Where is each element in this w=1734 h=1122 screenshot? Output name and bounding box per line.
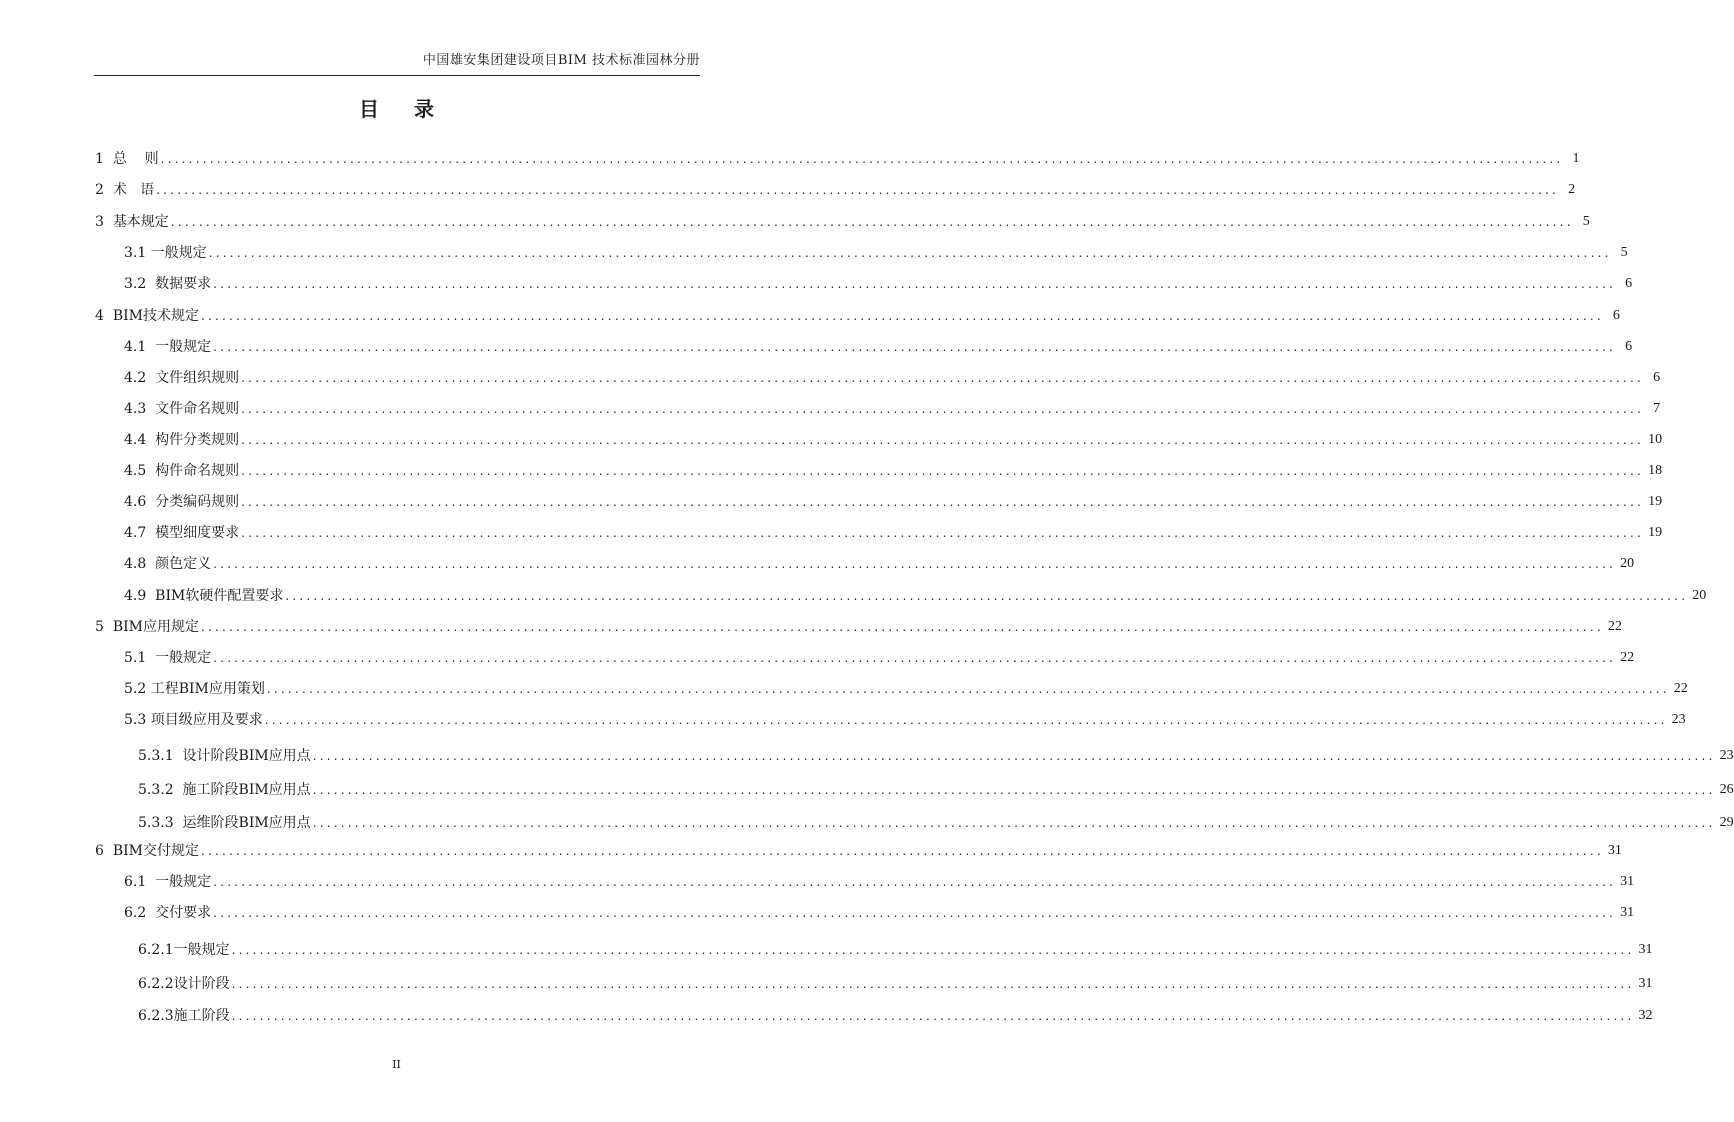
toc-entry-title: 模型细度要求 bbox=[155, 525, 240, 541]
toc-entry-page: 22 bbox=[1620, 650, 1635, 665]
toc-entry-page: 5 bbox=[1620, 245, 1628, 260]
toc-leader-dots: ........................................................................................................................................................................................................ bbox=[231, 977, 1635, 991]
toc-leader-dots: ........................................................................................................................................................................................................ bbox=[170, 215, 1574, 229]
toc-leader-dots: ........................................................................................................................................................................................................ bbox=[213, 651, 1617, 665]
toc-entry-page: 5 bbox=[1582, 214, 1590, 229]
toc-entry-number: 5.3 bbox=[124, 712, 151, 728]
toc-entry-page: 10 bbox=[1648, 432, 1663, 447]
toc-entry-title: 一般规定 bbox=[155, 650, 212, 666]
toc-entry-page: 31 bbox=[1620, 905, 1635, 920]
toc-leader-dots: ........................................................................................................................................................................................................ bbox=[208, 246, 1612, 260]
toc-entry-number: 4.9 bbox=[124, 588, 156, 604]
toc-entry-number: 6.2.3 bbox=[138, 1008, 174, 1024]
toc-entry-title: 项目级应用及要求 bbox=[150, 712, 263, 728]
toc-entry-title: 构件分类规则 bbox=[155, 432, 240, 448]
toc-entry-number: 4.3 bbox=[124, 401, 156, 417]
toc-entry-title: 施工阶段 bbox=[173, 1008, 230, 1024]
toc-leader-dots: ........................................................................................................................................................................................................ bbox=[200, 844, 1604, 858]
toc-entry-page: 6 bbox=[1625, 339, 1633, 354]
toc-leader-dots: ........................................................................................................................................................................................................ bbox=[213, 875, 1617, 889]
toc-entry-1[interactable] bbox=[95, 149, 1580, 169]
running-header: 中国雄安集团建设项目BIM 技术标准园林分册 bbox=[422, 53, 700, 68]
toc-leader-dots: ........................................................................................................................................................................................................ bbox=[231, 943, 1635, 957]
toc-entry-4-9[interactable] bbox=[124, 586, 1707, 606]
toc-entry-number: 4.1 bbox=[124, 339, 156, 355]
toc-entry-page: 18 bbox=[1648, 463, 1663, 478]
toc-entry-title: 数据要求 bbox=[155, 276, 212, 292]
toc-entry-number: 1 bbox=[95, 151, 113, 167]
toc-entry-4-2[interactable] bbox=[124, 368, 1661, 388]
toc-entry-number: 2 bbox=[95, 182, 113, 198]
toc-entry-5-3-3[interactable] bbox=[138, 813, 1734, 833]
toc-entry-5-1[interactable] bbox=[124, 648, 1635, 668]
toc-entry-6-2[interactable] bbox=[124, 903, 1635, 923]
toc-entry-page: 7 bbox=[1653, 401, 1661, 416]
toc-entry-page: 6 bbox=[1612, 308, 1620, 323]
toc-entry-title: 颜色定义 bbox=[155, 556, 212, 572]
toc-entry-number: 6.2.1 bbox=[138, 942, 174, 958]
toc-entry-title: 文件组织规则 bbox=[155, 370, 240, 386]
toc-entry-page: 23 bbox=[1671, 712, 1686, 727]
toc-entry-number: 4.7 bbox=[124, 525, 156, 541]
toc-entry-number: 3 bbox=[95, 214, 113, 230]
toc-leader-dots: ........................................................................................................................................................................................................ bbox=[200, 309, 1604, 323]
toc-leader-dots: ........................................................................................................................................................................................................ bbox=[156, 183, 1560, 197]
toc-entry-number: 4.4 bbox=[124, 432, 156, 448]
toc-entry-page: 20 bbox=[1620, 556, 1635, 571]
toc-entry-4-5[interactable] bbox=[124, 461, 1663, 481]
toc-entry-title: 构件命名规则 bbox=[155, 463, 240, 479]
toc-entry-3-1[interactable] bbox=[124, 243, 1628, 263]
toc-entry-4-4[interactable] bbox=[124, 430, 1663, 450]
toc-entry-title: 运维阶段BIM应用点 bbox=[182, 815, 311, 831]
toc-leader-dots: ........................................................................................................................................................................................................ bbox=[231, 1009, 1635, 1023]
toc-entry-page: 32 bbox=[1638, 1008, 1653, 1023]
toc-entry-title: 总 则 bbox=[112, 151, 159, 167]
toc-entry-page: 31 bbox=[1638, 942, 1653, 957]
page-number: II bbox=[392, 1058, 401, 1071]
toc-entry-title: 一般规定 bbox=[155, 339, 212, 355]
toc-entry-title: 设计阶段 bbox=[173, 976, 230, 992]
toc-entry-6-1[interactable] bbox=[124, 872, 1635, 892]
toc-entry-title: 一般规定 bbox=[150, 245, 207, 261]
toc-entry-5-3-2[interactable] bbox=[138, 780, 1734, 800]
toc-entry-title: 工程BIM应用策划 bbox=[150, 681, 265, 697]
toc-entry-number: 3.1 bbox=[124, 245, 151, 261]
toc-entry-page: 20 bbox=[1692, 588, 1707, 603]
toc-entry-5-3[interactable] bbox=[124, 710, 1686, 730]
toc-entry-title: 术 语 bbox=[112, 182, 155, 198]
toc-entry-page: 31 bbox=[1607, 843, 1622, 858]
toc-entry-page: 19 bbox=[1648, 525, 1663, 540]
toc-entry-number: 6.1 bbox=[124, 874, 156, 890]
toc-entry-6-2-2[interactable] bbox=[138, 974, 1653, 994]
toc-entry-title: 设计阶段BIM应用点 bbox=[182, 748, 311, 764]
toc-entry-page: 26 bbox=[1719, 782, 1734, 797]
toc-entry-4-6[interactable] bbox=[124, 492, 1663, 512]
toc-leader-dots: ........................................................................................................................................................................................................ bbox=[264, 713, 1668, 727]
toc-entry-page: 6 bbox=[1625, 276, 1633, 291]
toc-entry-page: 19 bbox=[1648, 494, 1663, 509]
toc-entry-title: BIM软硬件配置要求 bbox=[155, 588, 284, 604]
toc-entry-page: 6 bbox=[1653, 370, 1661, 385]
toc-entry-number: 6.2 bbox=[124, 905, 156, 921]
toc-entry-5-3-1[interactable] bbox=[138, 746, 1734, 766]
toc-entry-number: 3.2 bbox=[124, 276, 156, 292]
toc-entry-number: 6 bbox=[95, 843, 113, 859]
toc-entry-title: 文件命名规则 bbox=[155, 401, 240, 417]
toc-leader-dots: ........................................................................................................................................................................................................ bbox=[312, 749, 1716, 763]
toc-entry-number: 5.3.2 bbox=[138, 782, 183, 798]
toc-entry-title: 一般规定 bbox=[155, 874, 212, 890]
toc-entry-number: 5.3.1 bbox=[138, 748, 183, 764]
toc-entry-5-2[interactable] bbox=[124, 679, 1688, 699]
toc-leader-dots: ........................................................................................................................................................................................................ bbox=[241, 433, 1645, 447]
toc-entry-title: BIM技术规定 bbox=[112, 308, 199, 324]
toc-entry-2[interactable] bbox=[95, 180, 1576, 200]
toc-entry-title: 施工阶段BIM应用点 bbox=[182, 782, 311, 798]
toc-entry-page: 31 bbox=[1620, 874, 1635, 889]
toc-leader-dots: ........................................................................................................................................................................................................ bbox=[312, 783, 1716, 797]
toc-entry-page: 22 bbox=[1607, 619, 1622, 634]
toc-entry-page: 2 bbox=[1568, 182, 1576, 197]
toc-entry-4-3[interactable] bbox=[124, 399, 1661, 419]
toc-entry-3-2[interactable] bbox=[124, 274, 1633, 294]
toc-entry-number: 4.5 bbox=[124, 463, 156, 479]
toc-leader-dots: ........................................................................................................................................................................................................ bbox=[200, 620, 1604, 634]
toc-entry-page: 31 bbox=[1638, 976, 1653, 991]
toc-entry-page: 23 bbox=[1719, 748, 1734, 763]
toc-entry-number: 4.8 bbox=[124, 556, 156, 572]
toc-entry-title: 分类编码规则 bbox=[155, 494, 240, 510]
toc-entry-number: 5.2 bbox=[124, 681, 151, 697]
toc-entry-6[interactable] bbox=[95, 841, 1622, 861]
toc-leader-dots: ........................................................................................................................................................................................................ bbox=[241, 464, 1645, 478]
toc-entry-number: 6.2.2 bbox=[138, 976, 174, 992]
toc-entry-4-1[interactable] bbox=[124, 337, 1633, 357]
toc-entry-4[interactable] bbox=[95, 306, 1620, 326]
toc-entry-number: 5.3.3 bbox=[138, 815, 183, 831]
toc-leader-dots: ........................................................................................................................................................................................................ bbox=[241, 402, 1645, 416]
toc-entry-number: 5.1 bbox=[124, 650, 156, 666]
toc-leader-dots: ........................................................................................................................................................................................................ bbox=[213, 277, 1617, 291]
toc-entry-title: 一般规定 bbox=[173, 942, 230, 958]
toc-entry-4-7[interactable] bbox=[124, 523, 1663, 543]
toc-entry-number: 5 bbox=[95, 619, 113, 635]
toc-entry-number: 4 bbox=[95, 308, 113, 324]
toc-leader-dots: ........................................................................................................................................................................................................ bbox=[213, 557, 1617, 571]
toc-leader-dots: ........................................................................................................................................................................................................ bbox=[160, 152, 1564, 166]
toc-entry-number: 4.6 bbox=[124, 494, 156, 510]
toc-entry-5[interactable] bbox=[95, 617, 1622, 637]
toc-leader-dots: ........................................................................................................................................................................................................ bbox=[241, 495, 1645, 509]
toc-entry-page: 1 bbox=[1572, 151, 1580, 166]
toc-entry-title: 基本规定 bbox=[112, 214, 169, 230]
toc-entry-title: 交付要求 bbox=[155, 905, 212, 921]
toc-entry-title: BIM交付规定 bbox=[112, 843, 199, 859]
toc-leader-dots: ........................................................................................................................................................................................................ bbox=[312, 816, 1716, 830]
toc-leader-dots: ........................................................................................................................................................................................................ bbox=[213, 340, 1617, 354]
toc-entry-number: 4.2 bbox=[124, 370, 156, 386]
toc-entry-3[interactable] bbox=[95, 212, 1590, 232]
toc-entry-4-8[interactable] bbox=[124, 554, 1635, 574]
toc-entry-title: BIM应用规定 bbox=[112, 619, 199, 635]
page-title: 目 录 bbox=[359, 97, 448, 121]
toc-leader-dots: ........................................................................................................................................................................................................ bbox=[241, 371, 1645, 385]
toc-entry-page: 22 bbox=[1673, 681, 1688, 696]
toc-leader-dots: ........................................................................................................................................................................................................ bbox=[266, 682, 1670, 696]
toc-entry-page: 29 bbox=[1719, 815, 1734, 830]
toc-entry-6-2-3[interactable] bbox=[138, 1006, 1653, 1026]
toc-entry-6-2-1[interactable] bbox=[138, 940, 1653, 960]
toc-leader-dots: ........................................................................................................................................................................................................ bbox=[213, 906, 1617, 920]
toc-leader-dots: ........................................................................................................................................................................................................ bbox=[285, 589, 1689, 603]
toc-leader-dots: ........................................................................................................................................................................................................ bbox=[241, 526, 1645, 540]
